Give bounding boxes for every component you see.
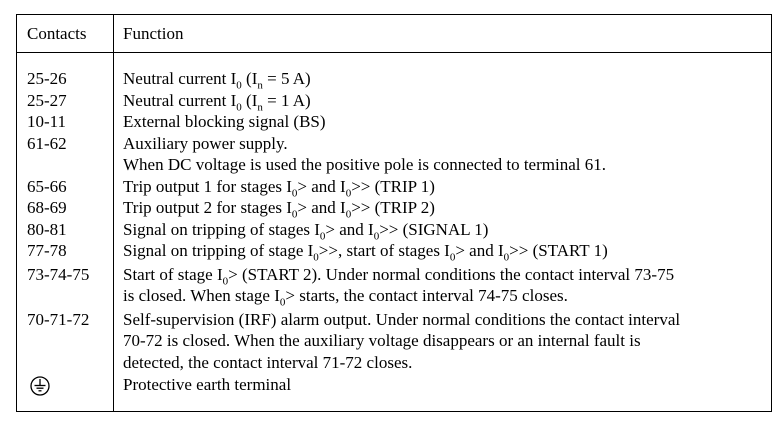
contact-terminals: 73-74-75 [27, 264, 90, 284]
function-line: Protective earth terminal [123, 375, 292, 394]
function-line: 70-72 is closed. When the auxiliary voltage disappears or an internal fault is [123, 331, 641, 350]
function-line: When DC voltage is used the positive pole is connected to terminal 61. [123, 155, 606, 174]
function-description [113, 111, 771, 133]
cropped-text-strip [0, 0, 782, 6]
table-body [17, 68, 771, 402]
contacts-function-table [16, 14, 772, 412]
function-line: Auxiliary power supply. [123, 133, 288, 153]
table-row [17, 111, 771, 133]
table-row [17, 133, 771, 176]
table-row [17, 68, 771, 90]
contact-terminals: 68-69 [27, 198, 67, 217]
table-row [17, 240, 771, 262]
function-description [113, 68, 771, 90]
function-description [113, 374, 771, 402]
protective-earth-icon [30, 376, 50, 396]
function-line: Neutral current $I_0$ ($I_n = 5$ A) [123, 69, 311, 92]
function-description [113, 133, 771, 176]
function-line: Signal on tripping of stages $I_0>$ and $I_0>>$ (SIGNAL 1) [123, 219, 489, 242]
contact-terminals: 25-26 [27, 69, 67, 88]
function-line: External blocking signal (BS) [123, 112, 326, 131]
contact-terminals: 77-78 [27, 241, 67, 260]
function-line: Neutral current $I_0$ ($I_n = 1$ A) [123, 90, 311, 113]
contact-terminals: 70-71-72 [27, 309, 90, 329]
table-row [17, 374, 771, 402]
table-row [17, 264, 771, 307]
function-line: Signal on tripping of stage $I_0>>$, start of stages $I_0>$ and $I_0>>$ (START 1) [123, 241, 608, 264]
function-description [113, 219, 771, 241]
function-description [113, 264, 771, 307]
table-row [17, 176, 771, 198]
table-row [17, 219, 771, 241]
header-function: Function [123, 24, 184, 43]
header-divider [17, 52, 771, 53]
function-line: Self-supervision (IRF) alarm output. Under normal conditions the contact interval [123, 309, 681, 329]
table-row [17, 309, 771, 374]
function-line: detected, the contact interval 71-72 closes. [123, 352, 413, 372]
function-description [113, 176, 771, 198]
header-contacts: Contacts [27, 24, 87, 43]
function-line: is closed. When stage $I_0>$ starts, the contact interval 74-75 closes. [123, 286, 568, 309]
table-row [17, 90, 771, 112]
function-description [113, 240, 771, 262]
contact-terminals: 65-66 [27, 176, 67, 196]
function-description [113, 197, 771, 219]
function-line: Trip output 2 for stages $I_0>$ and $I_0>>$ (TRIP 2) [123, 198, 435, 221]
function-description [113, 90, 771, 112]
function-description [113, 309, 771, 374]
contact-terminals: 80-81 [27, 219, 67, 239]
contact-terminals: 61-62 [27, 133, 67, 153]
table-row [17, 197, 771, 219]
function-line: Start of stage $I_0>$ (START 2). Under normal conditions the contact interval 73-75 [123, 264, 675, 287]
contact-terminals [17, 374, 113, 402]
contact-terminals: 10-11 [27, 112, 67, 131]
contact-terminals: 25-27 [27, 90, 67, 110]
function-line: Trip output 1 for stages $I_0>$ and $I_0>>$ (TRIP 1) [123, 176, 435, 199]
